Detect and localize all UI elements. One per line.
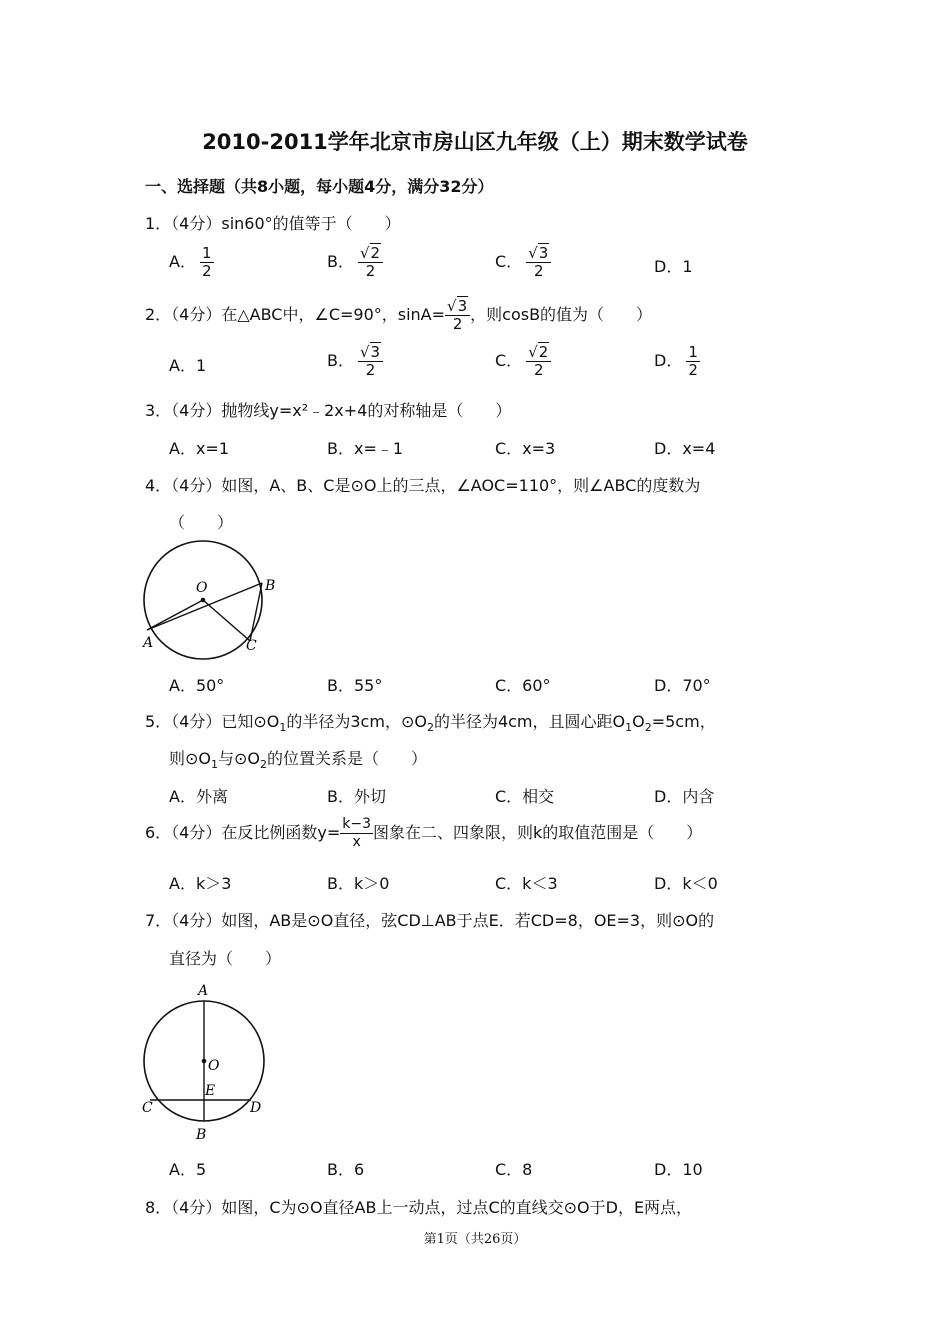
question-5-option-a[interactable]: A．外离 — [169, 787, 228, 806]
page-title: 2010-2011学年北京市房山区九年级（上）期末数学试卷 — [202, 130, 748, 154]
denominator: x — [352, 834, 361, 850]
question-5-option-d[interactable]: D．内含 — [654, 787, 715, 806]
label-c: C — [246, 638, 257, 654]
center-point — [202, 1059, 207, 1064]
question-1-option-d[interactable]: D．1 — [654, 257, 693, 276]
stem-text: ，则cosB的值为（ ） — [470, 305, 653, 324]
question-3-option-d[interactable]: D．x=4 — [654, 439, 716, 458]
question-1-option-a[interactable] — [169, 245, 214, 280]
label-o: O — [208, 1058, 220, 1074]
question-5-stem — [145, 709, 716, 734]
subscript: 1 — [625, 721, 633, 735]
question-2-option-c[interactable] — [495, 344, 551, 379]
page-footer: 第1页（共26页） — [423, 1232, 527, 1247]
denominator: 2 — [365, 361, 376, 379]
question-7-circle-figure — [135, 978, 285, 1144]
option-label: C． — [495, 351, 523, 370]
question-6-option-c[interactable]: C．k＜3 — [495, 874, 558, 893]
question-7-option-b[interactable]: B．6 — [327, 1160, 365, 1179]
question-5-option-b[interactable]: B．外切 — [327, 787, 386, 806]
stem-text: =5cm， — [651, 712, 716, 731]
label-a: A — [143, 635, 154, 651]
label-e: E — [205, 1083, 216, 1099]
label-d: D — [250, 1100, 262, 1116]
label-a: A — [198, 983, 209, 999]
option-label: D． — [654, 351, 683, 370]
question-4-option-b[interactable]: B．55° — [327, 676, 383, 695]
stem-text: 则⊙O — [169, 749, 212, 768]
question-4-stem: 4．（4分）如图，A、B、C是⊙O上的三点，∠AOC=110°，则∠ABC的度数为 — [145, 476, 701, 495]
stem-text: 的位置关系是（ ） — [267, 749, 428, 768]
question-6-option-a[interactable]: A．k＞3 — [169, 874, 232, 893]
question-4-stem-continued: （ ） — [169, 513, 234, 532]
option-label: C． — [495, 252, 523, 271]
question-4-option-d[interactable]: D．70° — [654, 676, 711, 695]
question-7-option-a[interactable]: A．5 — [169, 1160, 207, 1179]
question-1-option-b[interactable] — [327, 245, 383, 280]
option-label: A． — [169, 252, 196, 271]
question-3-option-a[interactable]: A．x=1 — [169, 439, 230, 458]
question-6-option-b[interactable]: B．k＞0 — [327, 874, 390, 893]
section-heading: 一、选择题（共8小题，每小题4分，满分32分） — [145, 177, 494, 196]
subscript: 2 — [260, 758, 268, 772]
stem-text: 6．（4分）在反比例函数y= — [145, 823, 341, 842]
stem-text: 2．（4分）在△ABC中，∠C=90°，sinA= — [145, 305, 446, 324]
label-b: B — [265, 578, 276, 594]
question-2-option-b[interactable] — [327, 344, 383, 379]
question-7-stem-continued: 直径为（ ） — [169, 949, 282, 968]
question-4-option-c[interactable]: C．60° — [495, 676, 551, 695]
radicand: 2 — [538, 343, 549, 361]
question-2-stem — [145, 298, 652, 333]
fraction: $\frac{√3}{2}$ — [358, 344, 383, 379]
question-4-option-a[interactable]: A．50° — [169, 676, 225, 695]
question-2-option-a[interactable]: A．1 — [169, 356, 207, 375]
radicand: 3 — [457, 297, 468, 315]
subscript: 2 — [644, 721, 652, 735]
question-3-option-b[interactable]: B．x=﹣1 — [327, 439, 404, 458]
radicand: 3 — [538, 244, 549, 262]
fraction: $\frac{√2}{2}$ — [526, 344, 551, 379]
center-point — [201, 598, 206, 603]
question-7-option-c[interactable]: C．8 — [495, 1160, 533, 1179]
stem-text: 与⊙O — [218, 749, 261, 768]
question-5-option-c[interactable]: C．相交 — [495, 787, 555, 806]
question-6-stem — [145, 816, 702, 851]
question-2-option-d[interactable] — [654, 344, 700, 379]
subscript: 1 — [279, 721, 287, 735]
segment-oc — [203, 600, 250, 641]
question-1-stem: 1．（4分）sin60°的值等于（ ） — [145, 214, 401, 233]
numerator: 1 — [688, 343, 698, 361]
question-8-stem: 8．（4分）如图，C为⊙O直径AB上一动点，过点C的直线交⊙O于D，E两点， — [145, 1198, 693, 1217]
stem-text: O — [632, 712, 645, 731]
fraction: $\frac{√3}{2}$ — [526, 245, 551, 280]
question-3-option-c[interactable]: C．x=3 — [495, 439, 556, 458]
question-5-stem-continued — [169, 746, 427, 771]
numerator: 1 — [201, 244, 212, 262]
numerator: k−3 — [342, 816, 371, 832]
question-4-circle-figure — [135, 535, 295, 665]
question-6-option-d[interactable]: D．k＜0 — [654, 874, 718, 893]
fraction — [686, 344, 700, 379]
stem-text: 的半径为4cm，且圆心距O — [433, 712, 626, 731]
segment-oa — [147, 600, 203, 630]
fraction: $\frac{√3}{2}$ — [445, 298, 470, 333]
question-7-option-d[interactable]: D．10 — [654, 1160, 703, 1179]
stem-text: 5．（4分）已知⊙O — [145, 712, 280, 731]
fraction: $\frac{√2}{2}$ — [358, 245, 383, 280]
question-1-option-c[interactable] — [495, 245, 551, 280]
label-b: B — [196, 1127, 207, 1143]
subscript: 2 — [426, 721, 434, 735]
subscript: 1 — [211, 758, 219, 772]
denominator: 2 — [365, 262, 376, 280]
stem-text: 的半径为3cm，⊙O — [286, 712, 427, 731]
radicand: 2 — [370, 244, 381, 262]
fraction — [340, 816, 373, 851]
denominator: 2 — [688, 361, 698, 379]
denominator: 2 — [533, 361, 544, 379]
label-c: C — [142, 1100, 153, 1116]
option-label: B． — [327, 351, 354, 370]
fraction — [200, 245, 214, 280]
denominator: 2 — [533, 262, 544, 280]
label-o: O — [196, 580, 208, 596]
question-7-stem: 7．（4分）如图，AB是⊙O直径，弦CD⊥AB于点E．若CD=8，OE=3，则⊙O的 — [145, 911, 715, 930]
question-3-stem: 3．（4分）抛物线y=x²﹣2x+4的对称轴是（ ） — [145, 401, 512, 420]
denominator: 2 — [201, 262, 212, 280]
radicand: 3 — [370, 343, 381, 361]
stem-text: 图象在二、四象限，则k的取值范围是（ ） — [373, 823, 703, 842]
option-label: B． — [327, 252, 354, 271]
denominator: 2 — [452, 315, 463, 333]
